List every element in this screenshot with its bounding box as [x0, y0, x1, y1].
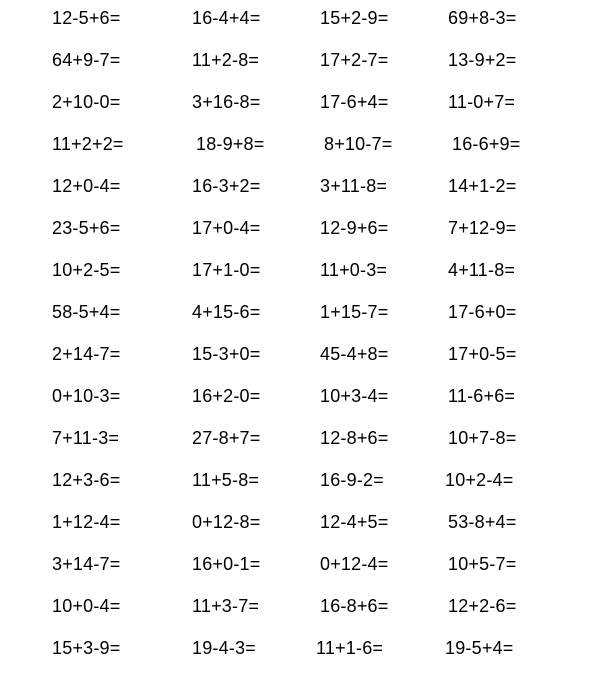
problem-row — [0, 129, 592, 159]
math-problem: 16-4+4= — [192, 8, 261, 28]
math-problem: 3+11-8= — [320, 176, 388, 196]
math-problem: 17+0-4= — [192, 218, 261, 238]
math-problem: 3+14-7= — [52, 554, 121, 574]
math-problem: 10+2-5= — [52, 260, 121, 280]
math-problem: 11-6+6= — [448, 386, 516, 406]
math-problem: 12+3-6= — [52, 470, 121, 490]
math-problem: 17-6+4= — [320, 92, 389, 112]
math-problem: 11-0+7= — [448, 92, 516, 112]
math-problem: 16+2-0= — [192, 386, 261, 406]
math-problem: 11+0-3= — [320, 260, 388, 280]
problem-row — [0, 339, 592, 369]
problem-row — [0, 507, 592, 537]
math-problem: 8+10-7= — [324, 134, 393, 154]
problem-row — [0, 255, 592, 285]
math-problem: 1+15-7= — [320, 302, 389, 322]
problem-row — [0, 87, 592, 117]
math-problem: 10+7-8= — [448, 428, 517, 448]
math-problem: 64+9-7= — [52, 50, 121, 70]
math-problem: 17+0-5= — [448, 344, 517, 364]
problem-row — [0, 381, 592, 411]
math-problem: 12-8+6= — [320, 428, 389, 448]
math-problem: 3+16-8= — [192, 92, 261, 112]
math-problem: 17+1-0= — [192, 260, 261, 280]
math-problem: 16-6+9= — [452, 134, 521, 154]
problem-row — [0, 423, 592, 453]
math-problem: 17+2-7= — [320, 50, 389, 70]
problem-row — [0, 591, 592, 621]
math-problem: 11+1-6= — [316, 638, 384, 658]
math-problem: 11+5-8= — [192, 470, 260, 490]
problem-row — [0, 45, 592, 75]
math-problem: 16-9-2= — [320, 470, 384, 490]
math-problem: 11+3-7= — [192, 596, 260, 616]
math-problem: 0+12-4= — [320, 554, 389, 574]
problem-row — [0, 465, 592, 495]
math-problem: 16-3+2= — [192, 176, 261, 196]
math-problem: 7+12-9= — [448, 218, 517, 238]
math-problem: 10+5-7= — [448, 554, 517, 574]
math-problem: 12+0-4= — [52, 176, 121, 196]
problem-row — [0, 633, 592, 663]
math-problem: 10+3-4= — [320, 386, 389, 406]
math-problem: 4+15-6= — [192, 302, 261, 322]
math-problem: 13-9+2= — [448, 50, 517, 70]
math-problem: 19-5+4= — [445, 638, 514, 658]
math-problem: 1+12-4= — [52, 512, 121, 532]
problem-row — [0, 297, 592, 327]
math-problem: 14+1-2= — [448, 176, 517, 196]
math-problem: 18-9+8= — [196, 134, 265, 154]
math-problem: 11+2+2= — [52, 134, 124, 154]
problem-row — [0, 549, 592, 579]
math-problem: 19-4-3= — [192, 638, 256, 658]
problem-row — [0, 213, 592, 243]
math-problem: 17-6+0= — [448, 302, 517, 322]
problem-row — [0, 3, 592, 33]
math-problem: 16-8+6= — [320, 596, 389, 616]
math-problem: 12-4+5= — [320, 512, 389, 532]
math-problem: 11+2-8= — [192, 50, 260, 70]
math-problem: 12-9+6= — [320, 218, 389, 238]
math-problem: 12-5+6= — [52, 8, 121, 28]
math-problem: 2+14-7= — [52, 344, 121, 364]
math-problem: 53-8+4= — [448, 512, 517, 532]
math-problem: 69+8-3= — [448, 8, 517, 28]
math-problem: 10+0-4= — [52, 596, 121, 616]
math-problem: 27-8+7= — [192, 428, 261, 448]
math-problem: 15+3-9= — [52, 638, 121, 658]
math-problem: 2+10-0= — [52, 92, 121, 112]
math-problem: 4+11-8= — [448, 260, 516, 280]
math-problem: 58-5+4= — [52, 302, 121, 322]
math-problem: 16+0-1= — [192, 554, 261, 574]
math-problem: 15+2-9= — [320, 8, 389, 28]
math-problem: 12+2-6= — [448, 596, 517, 616]
math-problem: 45-4+8= — [320, 344, 389, 364]
math-problem: 0+10-3= — [52, 386, 121, 406]
math-problem: 0+12-8= — [192, 512, 261, 532]
problem-row — [0, 171, 592, 201]
math-problem: 23-5+6= — [52, 218, 121, 238]
math-problem: 7+11-3= — [52, 428, 120, 448]
math-problem: 10+2-4= — [445, 470, 514, 490]
math-problem: 15-3+0= — [192, 344, 261, 364]
